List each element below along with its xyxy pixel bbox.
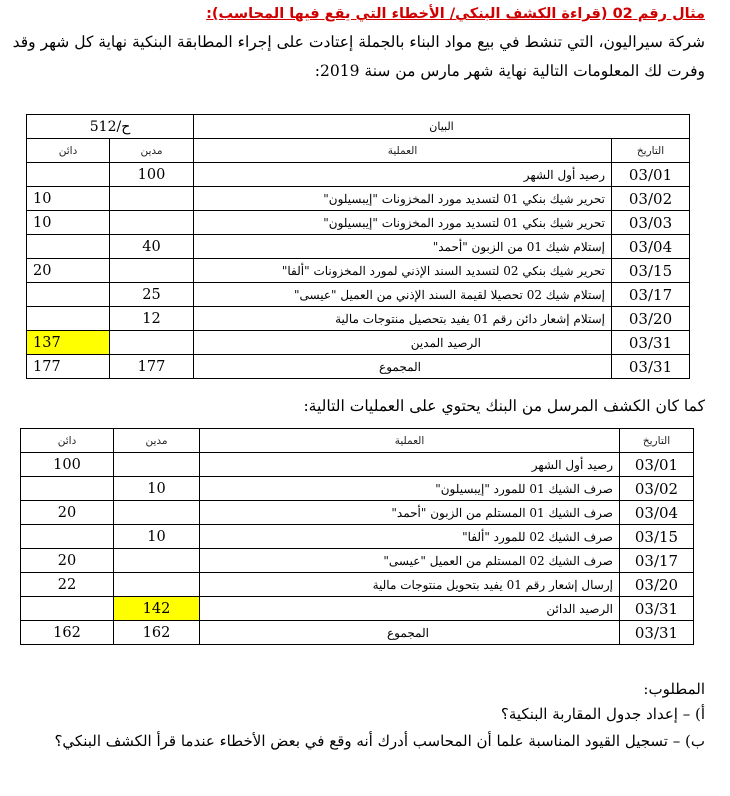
- balance-row: [27, 331, 690, 355]
- table-row: [21, 501, 694, 525]
- row-description: تحرير شيك بنكي 01 لتسديد مورد المخزونات "إيبسيلون": [194, 211, 612, 235]
- bank-statement-table: [20, 428, 694, 645]
- row-description: المجموع: [194, 355, 612, 379]
- col-credit-header: دائن: [27, 139, 110, 163]
- row-debit: [110, 211, 194, 235]
- row-date: 03/20: [620, 573, 694, 597]
- row-description: رصيد أول الشهر: [194, 163, 612, 187]
- row-debit: 100: [110, 163, 194, 187]
- row-description: تحرير شيك بنكي 01 لتسديد مورد المخزونات "إيبسيلون": [194, 187, 612, 211]
- row-date: 03/03: [612, 211, 690, 235]
- row-date: 03/20: [612, 307, 690, 331]
- row-debit: 162: [114, 621, 200, 645]
- col-date-header: التاريخ: [620, 429, 694, 453]
- table-row: [27, 211, 690, 235]
- table-row: [21, 477, 694, 501]
- row-description: إستلام شيك 02 تحصيلا لقيمة السند الإذني من العميل "عيسى": [194, 283, 612, 307]
- row-debit: 10: [114, 477, 200, 501]
- row-credit: [27, 163, 110, 187]
- row-description: صرف الشيك 02 للمورد "ألفا": [200, 525, 620, 549]
- table-row: [27, 235, 690, 259]
- row-credit: 22: [21, 573, 114, 597]
- row-date: 03/02: [612, 187, 690, 211]
- row-date: 03/01: [612, 163, 690, 187]
- row-credit: [21, 477, 114, 501]
- row-description: إستلام إشعار دائن رقم 01 يفيد بتحصيل منتوجات مالية: [194, 307, 612, 331]
- row-credit: [21, 597, 114, 621]
- row-debit: 40: [110, 235, 194, 259]
- highlighted-debit-balance: 137: [27, 331, 110, 355]
- row-credit: [27, 307, 110, 331]
- company-ledger-table: [26, 114, 690, 379]
- row-debit: [114, 573, 200, 597]
- table-row: [21, 549, 694, 573]
- example-title: مثال رقم 02 (قراءة الكشف البنكي/ الأخطاء التي يقع فيها المحاسب):: [206, 6, 705, 22]
- total-row: [27, 355, 690, 379]
- row-credit: 20: [21, 549, 114, 573]
- row-credit: [27, 283, 110, 307]
- intro-line-1: شركة سيراليون، التي تنشط في بيع مواد البناء بالجملة إعتادت على إجراء المطابقة البنكية نهاية كل شهر وقد: [12, 33, 705, 51]
- row-description: تحرير شيك بنكي 02 لتسديد السند الإذني لمورد المخزونات "ألفا": [194, 259, 612, 283]
- row-debit: [110, 187, 194, 211]
- intro-line-3: كما كان الكشف المرسل من البنك يحتوي على العمليات التالية:: [303, 397, 705, 415]
- table-row: [27, 283, 690, 307]
- highlighted-credit-balance: 142: [114, 597, 200, 621]
- total-row: [21, 621, 694, 645]
- statement-header: البيان: [194, 115, 690, 139]
- row-debit: [110, 259, 194, 283]
- row-date: 03/17: [612, 283, 690, 307]
- col-date-header: التاريخ: [612, 139, 690, 163]
- row-credit: 10: [27, 211, 110, 235]
- row-date: 03/31: [612, 331, 690, 355]
- table-row: [21, 453, 694, 477]
- account-header: ح/512: [27, 115, 194, 139]
- col-debit-header: مدين: [114, 429, 200, 453]
- required-heading: المطلوب:: [643, 680, 705, 698]
- required-item-a: أ) – إعداد جدول المقاربة البنكية؟: [500, 705, 705, 723]
- row-credit: 10: [27, 187, 110, 211]
- row-date: 03/31: [620, 597, 694, 621]
- row-credit: 162: [21, 621, 114, 645]
- table-row: [27, 187, 690, 211]
- row-date: 03/04: [612, 235, 690, 259]
- row-date: 03/17: [620, 549, 694, 573]
- row-debit: [114, 501, 200, 525]
- col-operation-header: العملية: [194, 139, 612, 163]
- row-description: الرصيد المدين: [194, 331, 612, 355]
- row-debit: 177: [110, 355, 194, 379]
- col-credit-header: دائن: [21, 429, 114, 453]
- row-credit: [21, 525, 114, 549]
- row-date: 03/31: [612, 355, 690, 379]
- row-date: 03/01: [620, 453, 694, 477]
- row-debit: [114, 453, 200, 477]
- row-date: 03/15: [620, 525, 694, 549]
- row-credit: 177: [27, 355, 110, 379]
- table-row: [27, 307, 690, 331]
- row-credit: 20: [27, 259, 110, 283]
- row-debit: 25: [110, 283, 194, 307]
- balance-row: [21, 597, 694, 621]
- col-operation-header: العملية: [200, 429, 620, 453]
- row-debit: [114, 549, 200, 573]
- table-row: [21, 525, 694, 549]
- row-date: 03/04: [620, 501, 694, 525]
- row-credit: 20: [21, 501, 114, 525]
- row-debit: 10: [114, 525, 200, 549]
- row-description: إرسال إشعار رقم 01 يفيد بتحويل منتوجات مالية: [200, 573, 620, 597]
- required-item-b: ب) – تسجيل القيود المناسبة علما أن المحاسب أدرك أنه وقع في بعض الأخطاء عندما قرأ الكشف البنكي؟: [54, 732, 705, 750]
- row-description: إستلام شيك 01 من الزبون "أحمد": [194, 235, 612, 259]
- table-row: [27, 163, 690, 187]
- table-row: [21, 573, 694, 597]
- row-debit: [110, 331, 194, 355]
- row-description: صرف الشيك 01 للمورد "إيبسيلون": [200, 477, 620, 501]
- row-date: 03/15: [612, 259, 690, 283]
- row-description: رصيد أول الشهر: [200, 453, 620, 477]
- row-debit: 12: [110, 307, 194, 331]
- row-date: 03/31: [620, 621, 694, 645]
- row-date: 03/02: [620, 477, 694, 501]
- row-description: صرف الشيك 02 المستلم من العميل "عيسى": [200, 549, 620, 573]
- row-description: صرف الشيك 01 المستلم من الزبون "أحمد": [200, 501, 620, 525]
- row-credit: 100: [21, 453, 114, 477]
- intro-line-2: وفرت لك المعلومات التالية نهاية شهر مارس من سنة 2019:: [314, 62, 705, 80]
- col-debit-header: مدين: [110, 139, 194, 163]
- row-credit: [27, 235, 110, 259]
- row-description: الرصيد الدائن: [200, 597, 620, 621]
- row-description: المجموع: [200, 621, 620, 645]
- table-row: [27, 259, 690, 283]
